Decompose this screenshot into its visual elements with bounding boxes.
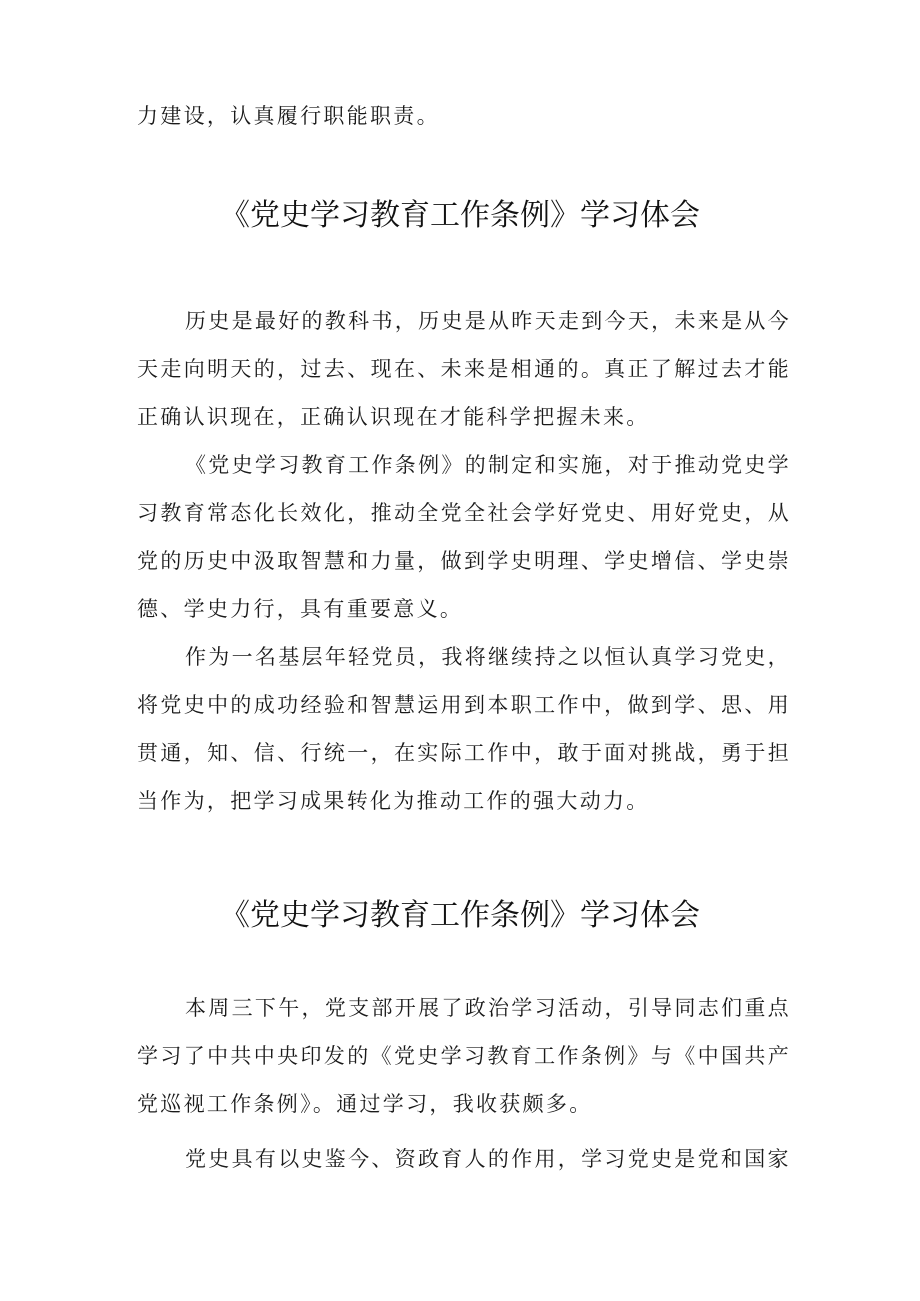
continued-paragraph-fragment: 力建设，认真履行职能职责。	[137, 104, 440, 128]
section-2-title: 《党史学习教育工作条例》学习体会	[220, 898, 700, 933]
section-2-paragraph-1: 本周三下午，党支部开展了政治学习活动，引导同志们重点学习了中共中央印发的《党史学习教育工作条例》与《中国共产党巡视工作条例》。通过学习，我收获颇多。	[137, 996, 791, 1116]
section-1-paragraph-2: 《党史学习教育工作条例》的制定和实施，对于推动党史学习教育常态化长效化，推动全党全社会学好党史、用好党史，从党的历史中汲取智慧和力量，做到学史明理、学史增信、学史崇德、学史力行，具有重要意义。	[137, 453, 791, 621]
section-1-paragraph-3: 作为一名基层年轻党员，我将继续持之以恒认真学习党史，将党史中的成功经验和智慧运用到本职工作中，做到学、思、用贯通，知、信、行统一，在实际工作中，敢于面对挑战，勇于担当作为，把学习成果转化为推动工作的强大动力。	[137, 645, 791, 813]
section-2-paragraph-2: 党史具有以史鉴今、资政育人的作用，学习党史是党和国家	[185, 1147, 791, 1171]
section-1-title: 《党史学习教育工作条例》学习体会	[220, 198, 700, 233]
section-1-paragraph-1: 历史是最好的教科书，历史是从昨天走到今天，未来是从今天走向明天的，过去、现在、未来是相通的。真正了解过去才能正确认识现在，正确认识现在才能科学把握未来。	[137, 309, 791, 429]
